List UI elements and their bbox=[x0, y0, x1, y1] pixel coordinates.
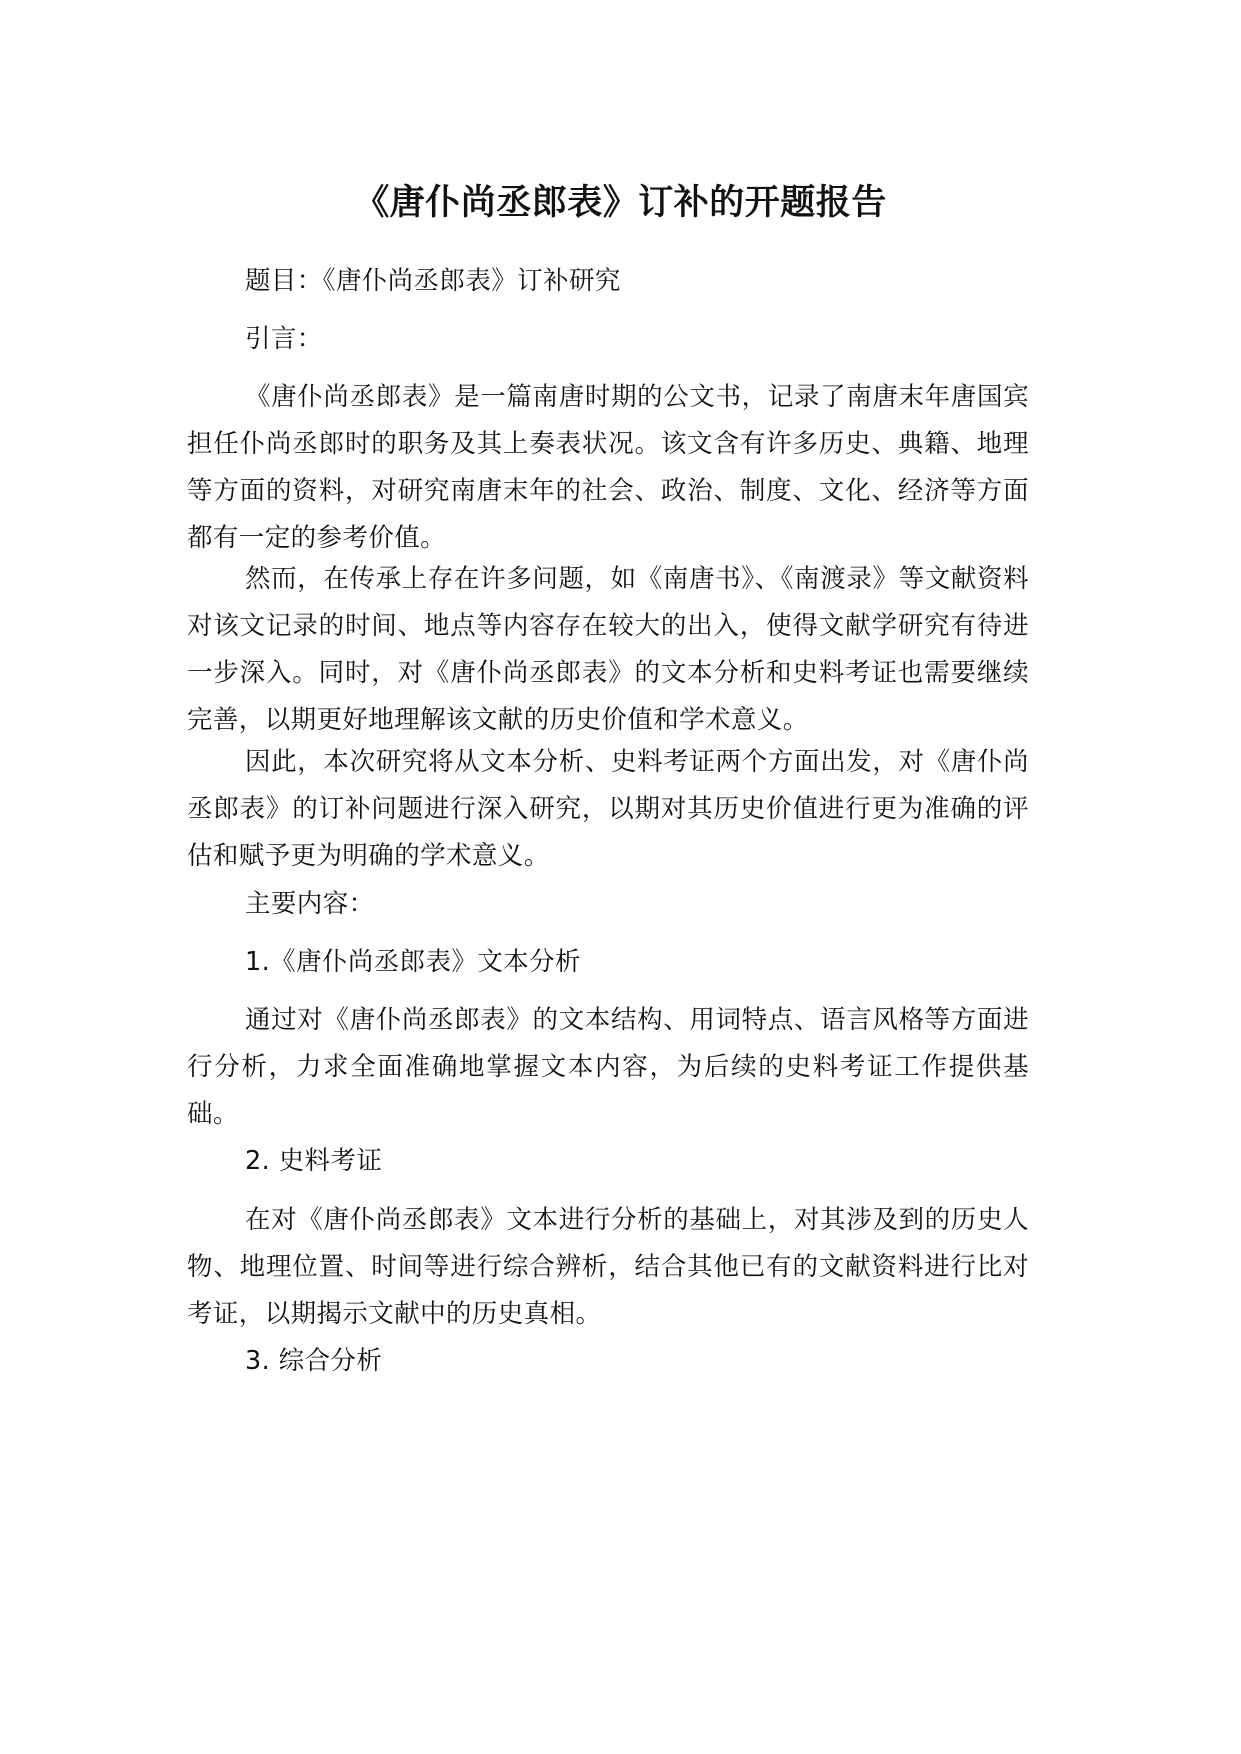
item-3-heading: 3. 综合分析 bbox=[245, 1346, 383, 1376]
subject-line: 题目：《唐仆尚丞郎表》订补研究 bbox=[245, 266, 621, 296]
item-2-text: 在对《唐仆尚丞郎表》文本进行分析的基础上，对其涉及到的历史人物、地理位置、时间等进行综合辨析，结合其他已有的文献资料进行比对考证，以期揭示文献中的历史真相。 bbox=[187, 1205, 1029, 1329]
document-title: 《唐仆尚丞郎表》订补的开题报告 bbox=[354, 183, 887, 223]
item-1-heading: 1.《唐仆尚丞郎表》文本分析 bbox=[245, 947, 581, 977]
item-2-heading: 2. 史料考证 bbox=[245, 1146, 383, 1176]
intro-heading: 引言： bbox=[245, 324, 323, 354]
intro-paragraph-3: 因此，本次研究将从文本分析、史料考证两个方面出发，对《唐仆尚丞郎表》的订补问题进行深入研究，以期对其历史价值进行更为准确的评估和赋予更为明确的学术意义。 bbox=[187, 747, 1029, 871]
intro-paragraph-1: 《唐仆尚丞郎表》是一篇南唐时期的公文书，记录了南唐末年唐国宾担任仆尚丞郎时的职务及其上奏表状况。该文含有许多历史、典籍、地理等方面的资料，对研究南唐末年的社会、政治、制度、文化、经济等方面都有一定的参考价值。 bbox=[187, 382, 1029, 553]
item-1-text: 通过对《唐仆尚丞郎表》的文本结构、用词特点、语言风格等方面进行分析，力求全面准确地掌握文本内容，为后续的史料考证工作提供基础。 bbox=[187, 1005, 1029, 1129]
intro-paragraph-2: 然而，在传承上存在许多问题，如《南唐书》、《南渡录》等文献资料对该文记录的时间、地点等内容存在较大的出入，使得文献学研究有待进一步深入。同时，对《唐仆尚丞郎表》的文本分析和史料考证也需要继续完善，以期更好地理解该文献的历史价值和学术意义。 bbox=[187, 564, 1029, 735]
main-content-heading: 主要内容： bbox=[245, 889, 375, 919]
